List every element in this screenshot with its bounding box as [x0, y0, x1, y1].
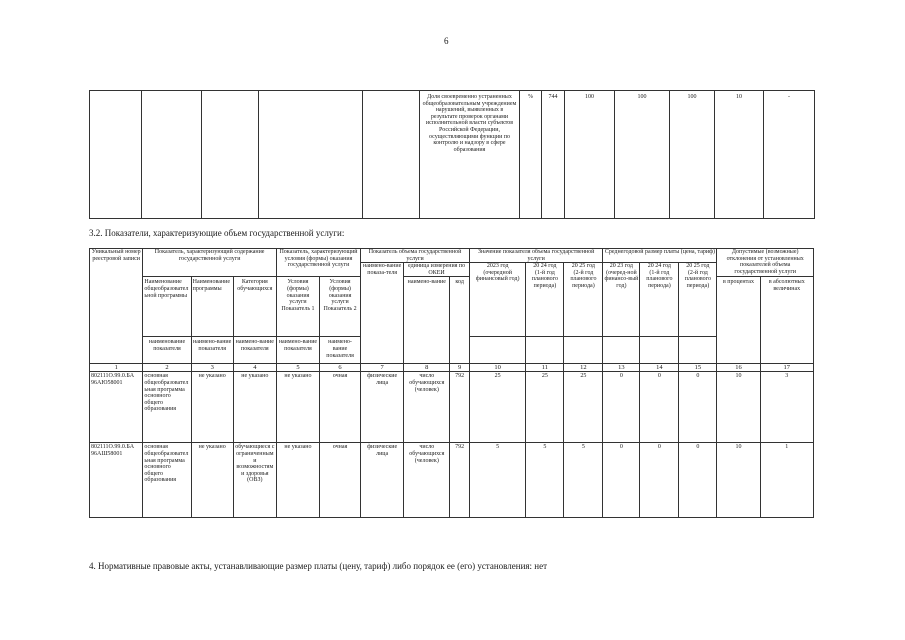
- program-name-cell: не указано: [191, 443, 233, 518]
- column-number: 12: [564, 364, 603, 372]
- value-2023-cell: 100: [565, 91, 615, 219]
- fee-2024-cell: 0: [640, 443, 679, 518]
- column-number: 3: [191, 364, 233, 372]
- unit-code-cell: 792: [450, 443, 470, 518]
- header-deviation-percent: в процентах: [717, 277, 760, 364]
- empty-cell: [90, 91, 142, 219]
- section-title: 3.2. Показатели, характеризующие объем государственной услуги:: [89, 228, 345, 238]
- unit-code-cell: 792: [450, 372, 470, 443]
- header-row-1: [90, 249, 814, 263]
- header-unit-code: код: [450, 277, 470, 364]
- header-program: Наименование общеобразовательной программы: [143, 277, 191, 337]
- deviation-percent-cell: 10: [717, 443, 760, 518]
- value-2023-cell: 25: [469, 372, 525, 443]
- header-condition-1: Условия (формы) оказания услуги Показатель 1: [276, 277, 319, 337]
- condition-1-cell: не указано: [276, 443, 319, 518]
- condition-2-cell: очная: [320, 372, 361, 443]
- header-fee-2025: [679, 263, 717, 337]
- value-2024-cell: 100: [615, 91, 670, 219]
- column-number: 2: [143, 364, 191, 372]
- empty-cell: [679, 337, 717, 364]
- column-number: 14: [640, 364, 679, 372]
- empty-cell: [142, 91, 202, 219]
- okei-code-cell: 744: [542, 91, 565, 219]
- empty-cell: [526, 337, 564, 364]
- header-year-2025: [564, 263, 603, 337]
- header-program-name: Наименование программы: [191, 277, 233, 337]
- category-cell: не указано: [233, 372, 276, 443]
- header-condition-2: Условия (формы) оказания услуги Показатель 2: [320, 277, 361, 337]
- top-table-row: [90, 91, 815, 219]
- column-number: 13: [603, 364, 640, 372]
- program-cell: основная общеобразовательная программа основного общего образования: [143, 443, 191, 518]
- column-number: 16: [717, 364, 760, 372]
- year-label: 2023 год: [486, 263, 509, 270]
- empty-cell: [640, 337, 679, 364]
- unit-name-cell: число обучающихся (человек): [404, 443, 450, 518]
- table-row: [90, 372, 814, 443]
- value-2025-cell: 25: [564, 372, 603, 443]
- header-registry-number: Уникальный номер реестровой записи: [90, 249, 143, 364]
- column-number: 7: [361, 364, 404, 372]
- quality-indicators-table-fragment: [89, 90, 815, 219]
- header-allowed-deviations: Допустимые (возможные) отклонения от установленных показателей объема государственной услуги: [717, 249, 814, 277]
- fee-2025-cell: 0: [679, 443, 717, 518]
- year-note: (1-й год планового периода): [646, 269, 673, 289]
- table-row: [90, 443, 814, 518]
- year-label: 20 23 год: [609, 263, 633, 270]
- footer-regulations-note: 4. Нормативные правовые акты, устанавливающие размер платы (цену, тариф) либо порядок ее (его) установления: нет: [89, 561, 548, 571]
- header-indicator-label: наименование показателя: [143, 337, 191, 364]
- header-deviation-absolute: в абсолютных величинах: [760, 277, 813, 364]
- deviation-absolute-cell: 1: [760, 443, 813, 518]
- header-indicator-label: наимено-вание показателя: [276, 337, 319, 364]
- fee-2024-cell: 0: [640, 372, 679, 443]
- empty-cell: [564, 337, 603, 364]
- header-indicator-name: наимено-вание показа-теля: [361, 263, 404, 364]
- header-student-category: Категория обучающихся: [233, 277, 276, 337]
- page-number: 6: [444, 36, 449, 46]
- registry-number-cell: 802111О.99.0.БА 96АШ58001: [90, 443, 143, 518]
- header-indicator-label: наимено-вание показателя: [320, 337, 361, 364]
- column-number: 15: [679, 364, 717, 372]
- column-number: 4: [233, 364, 276, 372]
- fee-2023-cell: 0: [603, 443, 640, 518]
- header-fee-2024: [640, 263, 679, 337]
- header-indicator-label: наимено-вание показателя: [191, 337, 233, 364]
- column-number: 8: [404, 364, 450, 372]
- column-number: 1: [90, 364, 143, 372]
- empty-cell: [603, 337, 640, 364]
- value-2023-cell: 5: [469, 443, 525, 518]
- fee-2025-cell: 0: [679, 372, 717, 443]
- value-2025-cell: 5: [564, 443, 603, 518]
- year-note: (очеред-ной финансо-вый год): [604, 269, 639, 289]
- year-label: 20 24 год: [647, 263, 671, 270]
- year-note: (очередной финансовый год): [475, 269, 520, 283]
- empty-cell: [363, 91, 420, 219]
- column-numbers-row: [90, 364, 814, 372]
- indicator-description: Доля своевременно устраненных общеобразовательным учреждением нарушений, выявленных в результате проверок органами исполнительной власти субъектов Российской Федерации, осуществляющими функции по контролю и надзору в сфере образования: [420, 91, 520, 219]
- year-note: (2-й год планового периода): [570, 269, 597, 289]
- deviation-absolute-cell: -: [764, 91, 815, 219]
- unit-cell: %: [520, 91, 542, 219]
- empty-cell: [259, 91, 363, 219]
- year-label: 20 25 год: [571, 263, 595, 270]
- column-number: 11: [526, 364, 564, 372]
- year-note: (1-й год планового периода): [531, 269, 558, 289]
- category-cell: обучающиеся с ограниченными возможностями здоровья (ОВЗ): [233, 443, 276, 518]
- volume-indicators-table: [89, 248, 814, 518]
- fee-2023-cell: 0: [603, 372, 640, 443]
- column-number: 9: [450, 364, 470, 372]
- header-unit-okei: единица измерения по ОКЕИ: [404, 263, 470, 277]
- value-2025-cell: 100: [670, 91, 715, 219]
- indicator-cell: физические лица: [361, 372, 404, 443]
- header-conditions-indicator: Показатель, характеризующий условия (формы) оказания государственной услуги: [276, 249, 360, 277]
- column-number: 5: [276, 364, 319, 372]
- header-year-2024: [526, 263, 564, 337]
- value-2024-cell: 5: [526, 443, 564, 518]
- unit-name-cell: число обучающихся (человек): [404, 372, 450, 443]
- registry-number-cell: 802111О.99.0.БА 96АЮ58001: [90, 372, 143, 443]
- header-year-2023: [469, 263, 525, 337]
- column-number: 10: [469, 364, 525, 372]
- year-note: (2-й год планового периода): [684, 269, 711, 289]
- column-number: 6: [320, 364, 361, 372]
- empty-cell: [202, 91, 259, 219]
- value-2024-cell: 25: [526, 372, 564, 443]
- header-content-indicator: Показатель, характеризующий содержание государственной услуги: [143, 249, 277, 277]
- header-avg-fee: Среднегодовой размер платы (цена, тариф): [603, 249, 717, 263]
- program-cell: основная общеобразовательная программа основного общего образования: [143, 372, 191, 443]
- condition-1-cell: не указано: [276, 372, 319, 443]
- empty-cell: [469, 337, 525, 364]
- header-volume-indicator: Показатель объема государственной услуги: [361, 249, 470, 263]
- program-name-cell: не указано: [191, 372, 233, 443]
- header-volume-values: Значение показателя объема государственной услуги: [469, 249, 602, 263]
- deviation-absolute-cell: 3: [760, 372, 813, 443]
- condition-2-cell: очная: [320, 443, 361, 518]
- column-number: 17: [760, 364, 813, 372]
- header-indicator-label: наимено-вание показателя: [233, 337, 276, 364]
- indicator-cell: физические лица: [361, 443, 404, 518]
- year-label: 20 24 год: [533, 263, 557, 270]
- header-unit-name: наимено-вание: [404, 277, 450, 364]
- deviation-percent-cell: 10: [717, 372, 760, 443]
- header-fee-2023: [603, 263, 640, 337]
- year-label: 20 25 год: [686, 263, 710, 270]
- deviation-percent-cell: 10: [715, 91, 764, 219]
